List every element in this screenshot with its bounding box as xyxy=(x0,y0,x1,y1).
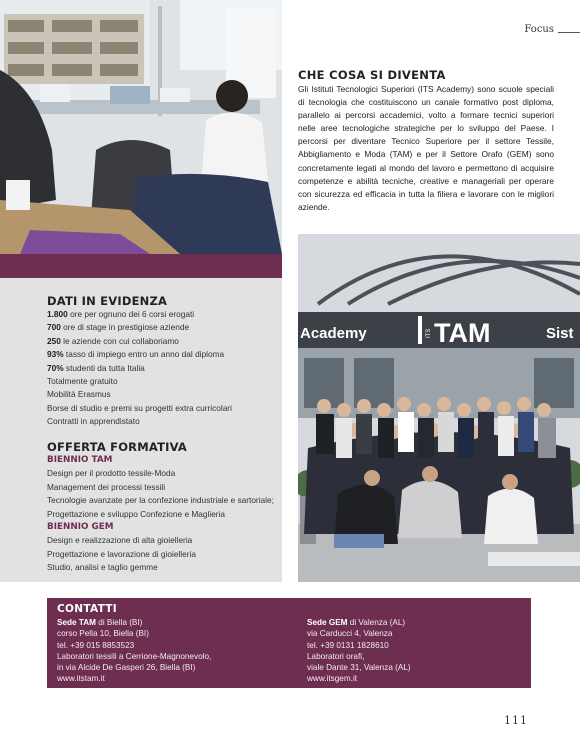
lab-photo-illustration xyxy=(0,0,282,254)
dati-item-number: 93% xyxy=(47,349,64,360)
tam-head: Sede TAM xyxy=(57,618,96,627)
biennio-tam-title: BIENNIO TAM xyxy=(47,455,113,465)
offerta-block xyxy=(47,454,274,575)
dati-item xyxy=(47,375,232,388)
dati-item-text: le aziende con cui collaboriamo xyxy=(60,335,179,346)
dati-item-number: 70% xyxy=(47,362,64,373)
sign-academy: Academy xyxy=(300,325,367,342)
dati-item xyxy=(47,308,232,321)
biennio-tam-item: Progettazione e sviluppo Confezione e Maglieria xyxy=(47,508,226,519)
dati-item xyxy=(47,335,232,348)
dati-item-number: 1.800 xyxy=(47,309,68,319)
dati-item-text: studenti da tutta Italia xyxy=(63,362,145,373)
dati-item xyxy=(47,388,232,401)
biennio-tam-list xyxy=(47,467,274,521)
dati-item-text: tasso di impiego entro un anno dal diploma xyxy=(63,349,225,360)
dati-item xyxy=(47,415,232,428)
gem-head-city: di Valenza (AL) xyxy=(347,618,406,627)
biennio-gem-item: Studio, analisi e taglio gemme xyxy=(47,562,158,573)
gem-labs: Laboratori orafi, xyxy=(307,651,365,661)
tam-address: corso Pella 10, Biella (BI) xyxy=(57,629,149,639)
sign-tam: TAM xyxy=(434,318,491,348)
section-label: Focus xyxy=(524,24,554,35)
contacts-title: CONTATTI xyxy=(57,603,117,615)
dati-item xyxy=(47,348,232,361)
offerta-title: OFFERTA FORMATIVA xyxy=(47,440,188,454)
biennio-tam-item: Management dei processi tessili xyxy=(47,481,166,492)
contact-tam xyxy=(57,617,211,685)
dati-item-text: Totalmente gratuito xyxy=(47,376,118,387)
dati-title: DATI IN EVIDENZA xyxy=(47,294,168,308)
tam-website-link[interactable]: www.itstam.it xyxy=(57,674,105,684)
dati-item-number: 250 xyxy=(47,335,61,346)
intro-title: CHE COSA SI DIVENTA xyxy=(298,68,446,82)
tam-labs-address: in via Alcide De Gasperi 26, Biella (BI) xyxy=(57,663,196,673)
dati-item xyxy=(47,362,232,375)
biennio-tam-item: Design per il prodotto tessile-Moda xyxy=(47,468,176,479)
group-photo-illustration xyxy=(298,234,580,582)
biennio-tam-item: Tecnologie avanzate per la confezione industriale e sartoriale; xyxy=(47,495,274,506)
dati-item-text: Contratti in apprendistato xyxy=(47,416,140,427)
dati-item xyxy=(47,402,232,415)
contacts-box xyxy=(47,598,531,688)
dati-item-text: Borse di studio e premi su progetti extra curricolari xyxy=(47,402,232,413)
tam-phone[interactable]: tel. +39 015 8853523 xyxy=(57,640,135,650)
gem-phone[interactable]: tel. +39 0131 1828610 xyxy=(307,640,389,650)
group-photo xyxy=(298,234,580,582)
info-panel xyxy=(0,278,282,582)
accent-band xyxy=(0,254,282,278)
gem-head: Sede GEM xyxy=(307,618,348,627)
dati-item-text: Mobilità Erasmus xyxy=(47,389,111,400)
dati-item-text: ore per ognuno dei 6 corsi erogati xyxy=(67,309,195,319)
biennio-gem-item: Progettazione e lavorazione di gioielleria xyxy=(47,548,196,559)
biennio-gem-title: BIENNIO GEM xyxy=(47,522,114,533)
biennio-gem-item: Design e realizzazione di alta gioielleria xyxy=(47,535,193,546)
sign-sist: Sist xyxy=(546,325,574,342)
dati-item-text: ore di stage in prestigiose aziende xyxy=(60,322,190,333)
lab-photo xyxy=(0,0,282,254)
gem-website-link[interactable]: www.itsgem.it xyxy=(307,674,358,684)
gem-address: via Carducci 4, Valenza xyxy=(307,629,393,639)
biennio-gem-list xyxy=(47,534,274,574)
gem-labs-address: viale Dante 31, Valenza (AL) xyxy=(307,663,411,673)
dati-item xyxy=(47,321,232,334)
section-rule xyxy=(558,32,580,33)
tam-head-city: di Biella (BI) xyxy=(95,618,143,627)
intro-body: Gli Istituti Tecnologici Superiori (ITS Academy) sono scuole speciali di tecnologia che costituiscono un canale formativo post diploma, parallelo ai percorsi accademici, volto a formare tecnici superiori nelle aree tecnologiche strategiche per lo sviluppo del Paese. I percorsi per diventare Tecnico Superiore per il settore Tessile, Abbigliamento e Moda (TAM) e per il Settore Orafo (GEM) sono concretamente legati al mondo del lavoro e permettono di acquisire competenze e abilità tecniche, creative e manageriali per operare con sicurezza ed efficacia in tutta la filiera e lavorare con le migliori aziende. xyxy=(298,84,554,212)
page-number: 111 xyxy=(504,714,528,727)
dati-item-number: 700 xyxy=(47,322,61,333)
dati-list xyxy=(47,308,232,429)
sign-its: ITS xyxy=(426,328,432,338)
tam-labs: Laboratori tessili a Cerrione-Magnonevolo, xyxy=(57,651,212,661)
contact-gem xyxy=(307,617,411,685)
